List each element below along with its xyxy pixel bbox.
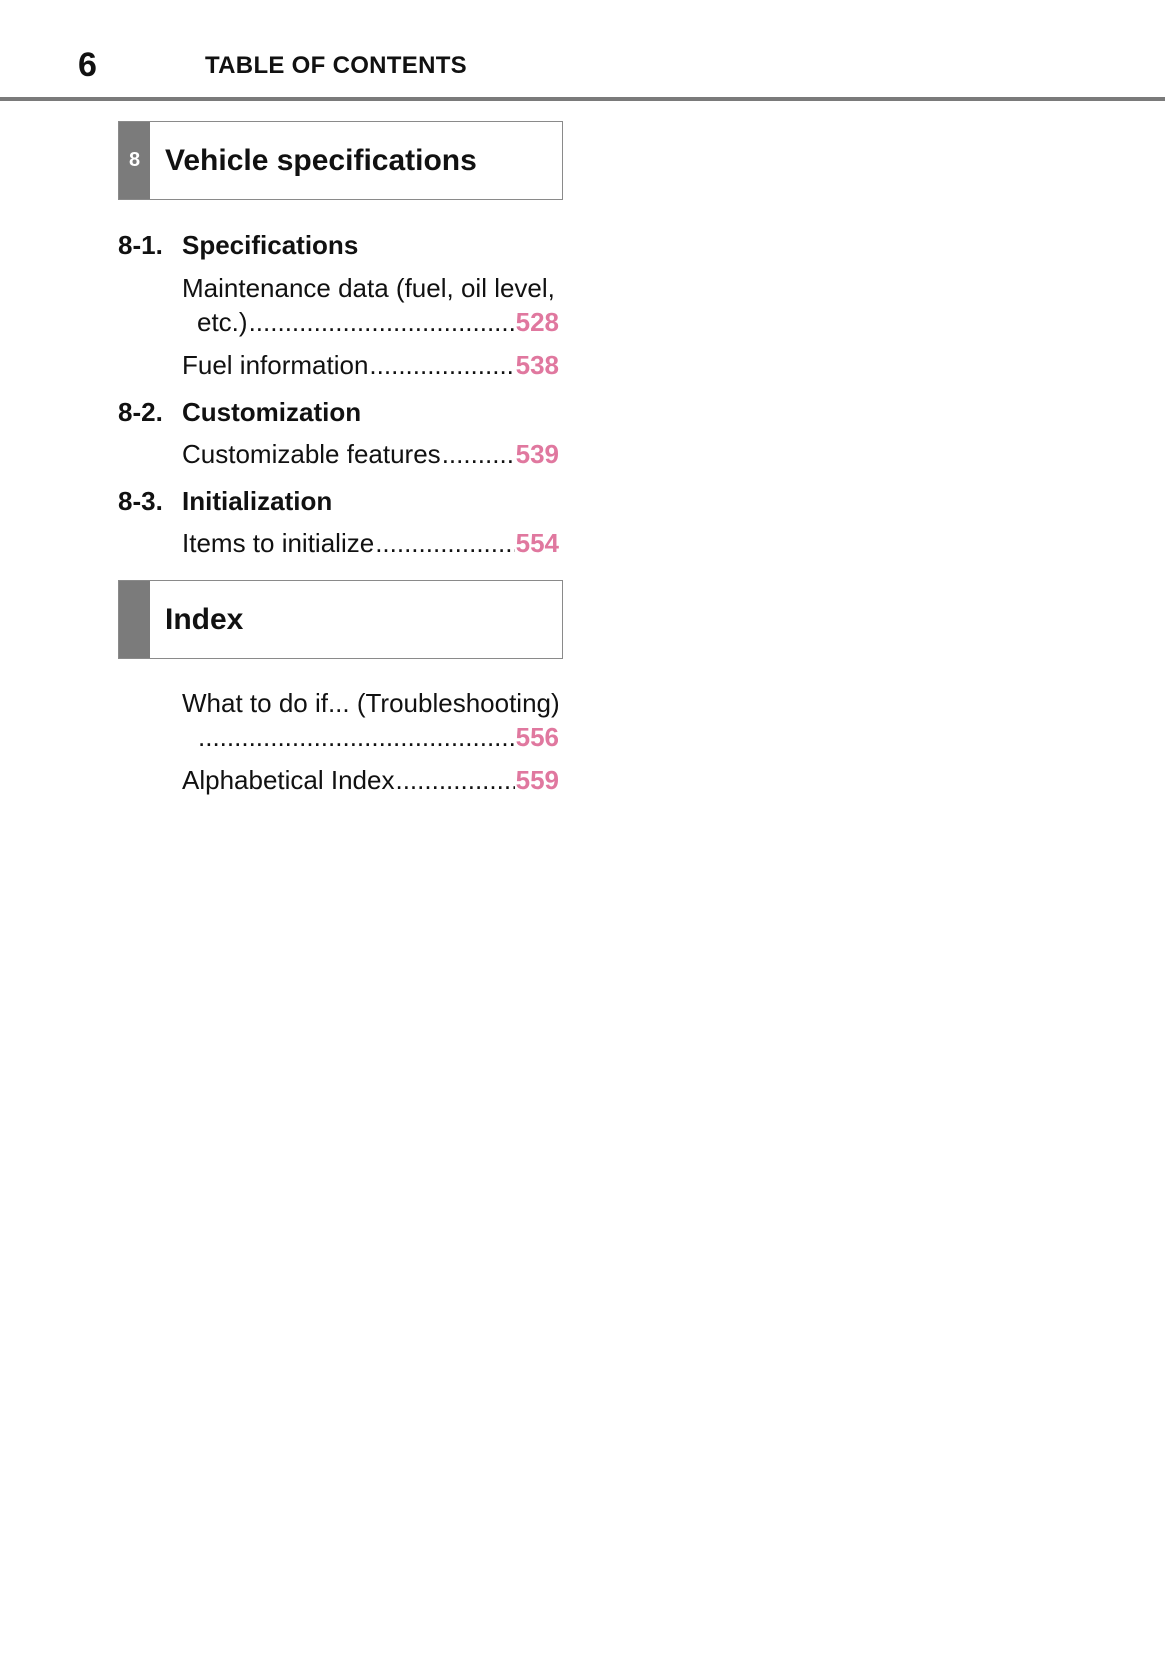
section-tab-number: 8 <box>128 149 141 171</box>
page-link[interactable]: 556 <box>515 722 559 752</box>
entry-text: What to do if... (Troubleshooting) <box>182 688 560 718</box>
leader-dots <box>198 722 515 752</box>
toc-entry-customizable-features[interactable] <box>182 439 559 469</box>
entry-text: Items to initialize <box>182 528 375 558</box>
subsection-number: 8-3. <box>118 486 163 516</box>
toc-entry-fuel-information[interactable] <box>182 350 559 380</box>
subsection-number: 8-1. <box>118 230 163 260</box>
subsection-title: Initialization <box>182 486 333 516</box>
section-vehicle-specifications[interactable] <box>118 121 563 200</box>
section-index[interactable] <box>118 580 563 659</box>
toc-entry-maintenance-data[interactable] <box>182 273 559 337</box>
leader-dots <box>249 307 515 337</box>
toc-entry-items-to-initialize[interactable] <box>182 528 559 558</box>
entry-text: Fuel information <box>182 350 369 380</box>
entry-text: Customizable features <box>182 439 441 469</box>
entry-text: Maintenance data (fuel, oil level, <box>182 273 555 303</box>
header-divider <box>0 97 1165 101</box>
page-link[interactable]: 528 <box>515 307 559 337</box>
section-tab <box>119 581 150 658</box>
page-header <box>0 0 1165 100</box>
subsection-number: 8-2. <box>118 397 163 427</box>
page-link[interactable]: 559 <box>515 765 559 795</box>
page-link[interactable]: 539 <box>515 439 559 469</box>
page-link[interactable]: 554 <box>515 528 559 558</box>
section-title: Vehicle specifications <box>165 143 477 177</box>
leader-dots <box>442 439 515 469</box>
page-link[interactable]: 538 <box>515 350 559 380</box>
subsection-8-3[interactable] <box>118 486 332 517</box>
page-number: 6 <box>78 46 97 84</box>
subsection-8-1[interactable] <box>118 230 358 261</box>
toc-entry-alphabetical-index[interactable] <box>182 765 559 795</box>
entry-text: Alphabetical Index <box>182 765 395 795</box>
entry-text-continued: etc.) <box>197 307 248 337</box>
leader-dots <box>395 765 514 795</box>
leader-dots <box>375 528 514 558</box>
subsection-title: Customization <box>182 397 362 427</box>
section-title: Index <box>165 602 244 636</box>
toc-entry-troubleshooting[interactable] <box>182 688 559 752</box>
subsection-8-2[interactable] <box>118 397 361 428</box>
leader-dots <box>369 350 514 380</box>
subsection-title: Specifications <box>182 230 359 260</box>
header-title: TABLE OF CONTENTS <box>205 52 467 79</box>
